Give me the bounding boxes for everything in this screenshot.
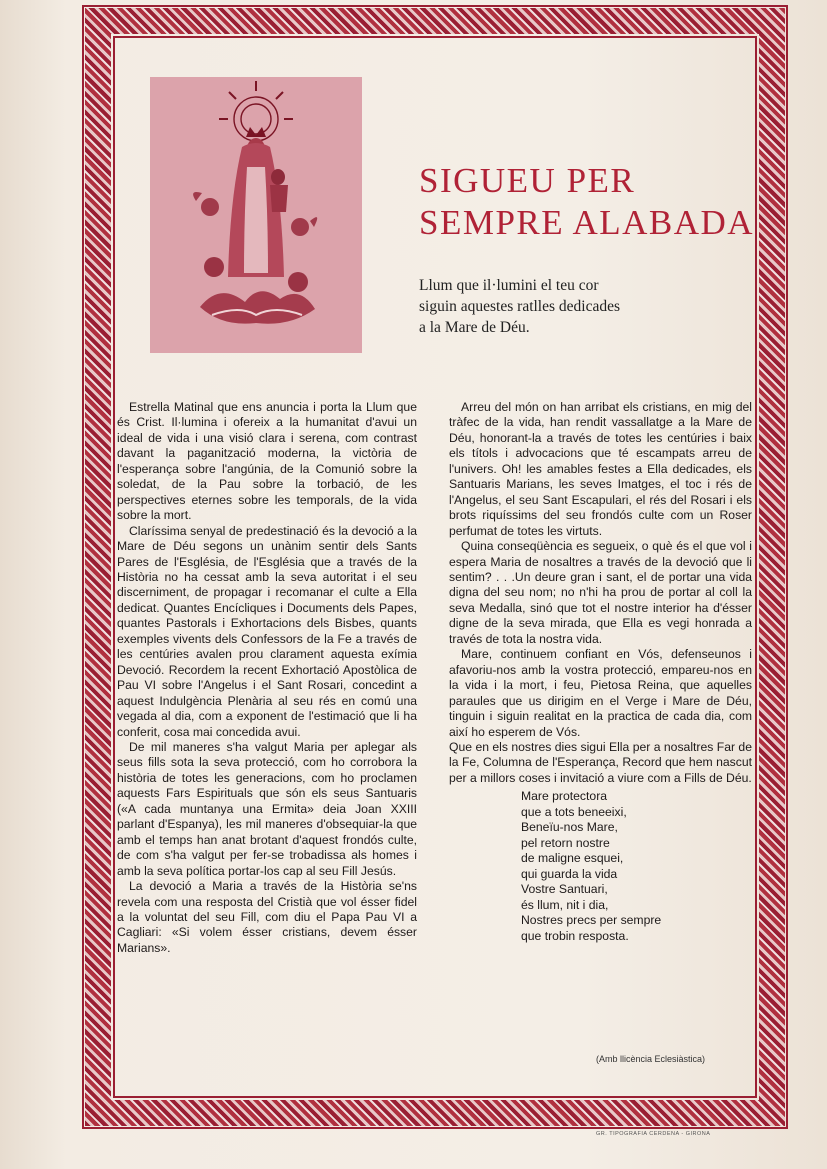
poem-line: Vostre Santuari, (521, 882, 608, 897)
paragraph: Estrella Matinal que ens anuncia i porta la Llum que és Crist. Il·lumina i ofereix a la humanitat d'avui un ideal de vida i una visió clara i serena, com contrast davant la paganització moderna, la victòria de l'esperança sobre l'angúnia, de la Comunió sobre la soledat, de la Pau sobre la torbació, de les perspectives eternes sobre les temporals, de la vida sobre la mort. (117, 400, 417, 523)
poem-line: que a tots beneeixi, (521, 804, 627, 819)
poem-line: de maligne esquei, (521, 851, 624, 866)
poem-line: Beneïu-nos Mare, (521, 820, 618, 835)
poem-line: que trobin resposta. (521, 928, 629, 943)
left-column (117, 400, 417, 956)
paragraph: De mil maneres s'ha valgut Maria per aplegar als seus fills sota la seva protecció, com ho corrobora la història de totes les generacions, com ho proclamen aquests Fars Espirituals que són els seus Santuaris («A cada muntanya una Ermita» deia Joan XXIII parlant d'Espanya), les mil maneres d'obsequiar-la que amb el temps han anat brotant d'aquest frondós culte, de com s'ha valgut per fer-se trobadissa als homes i amb la seva política portar-los cap al seu Fill Jesús. (117, 739, 417, 878)
prayer-poem (521, 789, 752, 944)
poem-line: Mare protectora (521, 789, 608, 804)
poem-line: pel retorn nostre (521, 835, 610, 850)
page-title (419, 160, 779, 244)
paragraph: Mare, continuem confiant en Vós, defenseunos i afavoriu-nos amb la vostra protecció, empareu-nos en la vida i la mort, i feu, Pietosa Reina, que aquelles paraules que us dirigim en el Verge i Mare de Déu, tinguin i siguin realitat en la practica de cada dia, com així ho esperem de Vós. (449, 647, 752, 739)
ecclesiastical-license: (Amb llicència Eclesiàstica) (596, 1054, 706, 1064)
paragraph: Claríssima senyal de predestinació és la devoció a la Mare de Déu segons un unànim sentir dels Sants Pares de l'Església, de l'Església que a través de la Història no ha cessat amb la seva autoritat i el seu discerniment, de propagar i recomanar el culte a Ella dedicat. Quantes Encícliques i Documents dels Papes, quantes Pastorals i Exhortacions dels Bisbes, quants exemples vivents dels Confessors de la Fe a través de les centúries avalen prou clarament aquesta exímia Devoció. Recordem la recent Exhortació Apostòlica de Pau VI sobre l'Angelus i el Sant Rosari, concedint a aquest Indulgència Plenària al seu rés en comú una vegada al dia, com a exponent de l'estimació que li ha conferit, cosa mai concedida avui. (117, 523, 417, 739)
right-column (449, 400, 752, 944)
dedication-line-1: Llum que il·lumini el teu cor (419, 277, 599, 294)
dedication-line-3: a la Mare de Déu. (419, 319, 530, 336)
virgin-mary-image (150, 77, 362, 353)
paragraph: Que en els nostres dies sigui Ella per a nosaltres Far de la Fe, Columna de l'Esperança, Record que hem nascut per a millors coses i invitació a viure com a Fills de Déu. (449, 739, 752, 785)
poem-line: Nostres precs per sempre (521, 913, 662, 928)
title-line-1: SIGUEU PER (419, 161, 636, 200)
title-line-2: SEMPRE ALABADA (419, 203, 755, 242)
paragraph: La devoció a Maria a través de la Història se'ns revela com una resposta del Cristià que vol ésser fidel a la voluntat del seu Fill, com diu el Papa Pau VI a Cagliari: «Si volem ésser cristians, devem ésser Marians». (117, 879, 417, 955)
paragraph: Quina conseqüència es segueix, o què és el que vol i espera Maria de nosaltres a través de la devoció que li sentim? . . .Un deure gran i sant, el de portar una vida digna del seu nom; no n'hi ha prou de portar al coll la seva Medalla, sinó que tot el nostre interior ha d'ésser digne de la seva mirada, que Ella es vegi honrada a través de tota la nostra vida. (449, 539, 752, 646)
paragraph: Arreu del món on han arribat els cristians, en mig del tràfec de la vida, han rendit vassallatge a la Mare de Déu, honorant-la a través de totes les centúries i baix els títols i advocacions que té escampats arreu de l'univers. Oh! les amables festes a Ella dedicades, els Santuaris Marians, les seves Imatges, el toc i rés de l'Angelus, el seu Sant Escapulari, el rés del Rosari i els brots riquíssims del seu frondós culte com un Roser perfumat de totes les virtuts. (449, 400, 752, 538)
poem-line: és llum, nit i dia, (521, 897, 609, 912)
dedication-line-2: siguin aquestes ratlles dedicades (419, 298, 621, 315)
dedication-text (419, 275, 749, 338)
virgin-mary-illustration (150, 77, 362, 353)
printer-imprint: GR. TIPOGRAFIA CERDENA - GIRONA (596, 1131, 711, 1137)
poem-line: qui guarda la vida (521, 866, 618, 881)
